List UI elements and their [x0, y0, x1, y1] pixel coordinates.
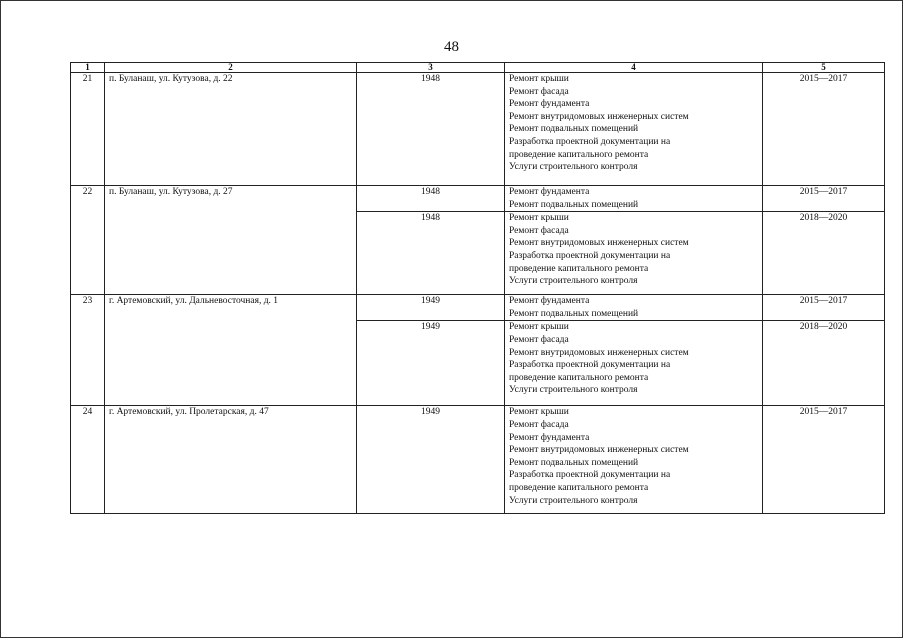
work-item: Ремонт внутридомовых инженерных систем: [509, 111, 689, 122]
work-item: Ремонт фасада: [509, 86, 569, 97]
row-number-cell: 23: [71, 295, 105, 406]
period-cell: 2018—2020: [763, 212, 885, 295]
table-row: [71, 73, 885, 186]
work-item: Услуги строительного контроля: [509, 495, 638, 506]
work-item: Ремонт крыши: [509, 322, 569, 333]
work-item: Ремонт фасада: [509, 334, 569, 345]
works-list: [509, 406, 758, 507]
table-row: [71, 295, 885, 321]
row-number-cell: 21: [71, 73, 105, 186]
work-item: Ремонт внутридомовых инженерных систем: [509, 445, 689, 456]
address-cell: г. Артемовский, ул. Пролетарская, д. 47: [105, 406, 357, 514]
address-cell: п. Буланаш, ул. Кутузова, д. 22: [105, 73, 357, 186]
year-cell: 1948: [357, 212, 505, 295]
work-item: Ремонт подвальных помещений: [509, 457, 639, 468]
table-body: [71, 73, 885, 514]
column-header: 1: [71, 63, 105, 73]
work-item: Ремонт крыши: [509, 74, 569, 84]
table-row: [71, 186, 885, 212]
work-item: проведение капитального ремонта: [509, 149, 649, 160]
column-header: 4: [505, 63, 763, 73]
work-item: проведение капитального ремонта: [509, 263, 649, 274]
work-item: Разработка проектной документации на: [509, 360, 671, 371]
works-cell: [505, 321, 763, 406]
row-number-cell: 22: [71, 186, 105, 295]
year-cell: 1948: [357, 73, 505, 186]
year-cell: 1949: [357, 406, 505, 514]
work-item: Ремонт фасада: [509, 419, 569, 430]
works-cell: [505, 212, 763, 295]
works-cell: [505, 73, 763, 186]
table-header-row: [71, 63, 885, 73]
work-item: Ремонт фундамента: [509, 187, 590, 197]
period-cell: 2015—2017: [763, 295, 885, 321]
works-list: [509, 321, 758, 397]
works-list: [509, 186, 758, 211]
year-cell: 1949: [357, 321, 505, 406]
work-item: Ремонт фундамента: [509, 296, 590, 307]
period-cell: 2015—2017: [763, 186, 885, 212]
year-cell: 1949: [357, 295, 505, 321]
work-item: Услуги строительного контроля: [509, 276, 638, 287]
work-item: Ремонт крыши: [509, 407, 569, 418]
work-item: Ремонт подвальных помещений: [509, 308, 639, 319]
works-list: [509, 73, 758, 174]
work-item: Ремонт фундамента: [509, 432, 590, 443]
work-item: Ремонт подвальных помещений: [509, 199, 639, 210]
column-header: 2: [105, 63, 357, 73]
work-item: проведение капитального ремонта: [509, 372, 649, 383]
page-number: 48: [444, 39, 459, 55]
work-item: Разработка проектной документации на: [509, 136, 671, 147]
capital-repair-table: [70, 62, 885, 514]
work-item: Услуги строительного контроля: [509, 162, 638, 173]
address-cell: п. Буланаш, ул. Кутузова, д. 27: [105, 186, 357, 295]
column-header: 5: [763, 63, 885, 73]
work-item: Ремонт фундамента: [509, 99, 590, 110]
work-item: Ремонт подвальных помещений: [509, 124, 639, 135]
works-list: [509, 212, 758, 288]
works-list: [509, 295, 758, 320]
work-item: Ремонт внутридомовых инженерных систем: [509, 238, 689, 249]
work-item: проведение капитального ремонта: [509, 482, 649, 493]
works-cell: [505, 295, 763, 321]
works-cell: [505, 406, 763, 514]
work-item: Ремонт крыши: [509, 213, 569, 224]
works-cell: [505, 186, 763, 212]
work-item: Услуги строительного контроля: [509, 385, 638, 396]
row-number-cell: 24: [71, 406, 105, 514]
work-item: Разработка проектной документации на: [509, 470, 671, 481]
period-cell: 2018—2020: [763, 321, 885, 406]
column-header: 3: [357, 63, 505, 73]
year-cell: 1948: [357, 186, 505, 212]
table-row: [71, 406, 885, 514]
work-item: Разработка проектной документации на: [509, 250, 671, 261]
period-cell: 2015—2017: [763, 73, 885, 186]
work-item: Ремонт фасада: [509, 225, 569, 236]
work-item: Ремонт внутридомовых инженерных систем: [509, 347, 689, 358]
period-cell: 2015—2017: [763, 406, 885, 514]
address-cell: г. Артемовский, ул. Дальневосточная, д. 1: [105, 295, 357, 406]
